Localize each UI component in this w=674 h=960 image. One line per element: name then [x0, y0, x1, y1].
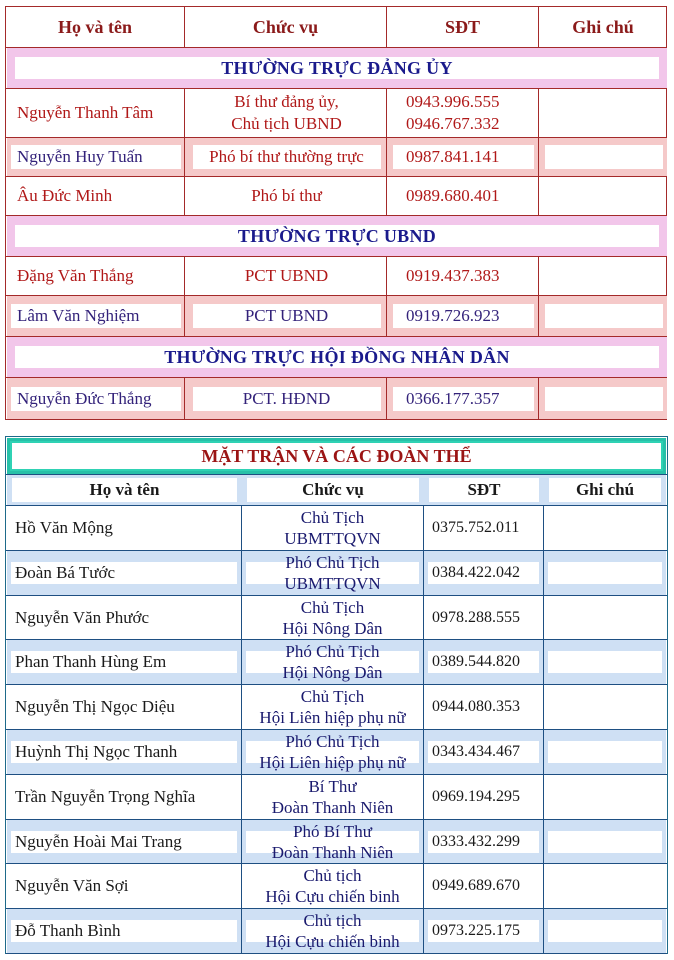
table-row — [7, 685, 666, 729]
member-position — [186, 89, 387, 137]
member-note — [544, 685, 666, 729]
header-name: Họ và tên — [12, 478, 237, 502]
member-note — [544, 506, 666, 550]
member-position — [242, 551, 423, 595]
member-phone: 0389.544.820 — [432, 653, 520, 670]
position-line: Chủ tịch UBND — [231, 114, 342, 133]
member-phone: 0978.288.555 — [432, 608, 520, 626]
member-name: Nguyễn Hoài Mai Trang — [15, 831, 182, 851]
member-phone: 0973.225.175 — [432, 922, 520, 939]
section-banner — [7, 216, 667, 256]
section-title: THƯỜNG TRỰC UBND — [15, 225, 659, 247]
member-position: PCT UBND — [244, 306, 329, 325]
member-phone: 0949.689.670 — [432, 877, 520, 894]
member-phone — [388, 89, 557, 137]
table-title: MẶT TRẬN VÀ CÁC ĐOÀN THỂ — [10, 441, 663, 471]
phone-line: 0946.767.332 — [406, 114, 500, 133]
member-note — [540, 378, 668, 419]
position-line: Đoàn Thanh Niên — [271, 842, 394, 862]
leadership-table — [5, 6, 667, 420]
position-line: Phó Chủ Tịch — [285, 732, 380, 751]
position-line: Phó Bí Thư — [293, 821, 372, 841]
member-note — [544, 640, 666, 684]
position-line: Chủ Tịch — [300, 687, 365, 706]
member-position — [242, 820, 423, 863]
table-row — [7, 177, 667, 215]
header-position: Chức vụ — [252, 16, 319, 37]
table-row — [7, 775, 666, 819]
member-name: Đặng Văn Thắng — [17, 266, 134, 285]
header-row — [7, 475, 666, 505]
table-row — [7, 378, 667, 419]
table-title-banner — [7, 438, 666, 474]
header-note: Ghi chú — [572, 16, 634, 37]
member-name: Lâm Văn Nghiệm — [17, 306, 140, 325]
position-line: Hội Cựu chiến binh — [265, 932, 400, 951]
member-phone: 0366.177.357 — [406, 388, 500, 408]
table-row — [7, 138, 667, 176]
member-phone: 0919.726.923 — [406, 306, 500, 325]
member-position — [242, 730, 423, 774]
member-position — [242, 596, 423, 639]
member-name: Nguyễn Thị Ngọc Diệu — [15, 697, 175, 716]
member-note — [544, 730, 666, 774]
member-name: Đoàn Bá Tước — [15, 563, 116, 582]
table-row — [7, 909, 666, 953]
position-line: UBMTTQVN — [284, 529, 381, 548]
member-name: Nguyễn Văn Phước — [15, 607, 150, 627]
member-note — [544, 909, 666, 953]
position-line: Hội Liên hiệp phụ nữ — [259, 708, 406, 727]
section-title: THƯỜNG TRỰC ĐẢNG ỦY — [15, 57, 659, 79]
member-name: Đỗ Thanh Bình — [15, 921, 121, 940]
position-line: Phó Chủ Tịch — [285, 642, 380, 661]
member-note — [544, 551, 666, 595]
header-phone: SĐT — [429, 478, 539, 502]
member-position: Phó bí thư thường trực — [209, 147, 364, 166]
position-line: UBMTTQVN — [284, 574, 381, 593]
member-position — [242, 864, 423, 908]
member-note — [544, 820, 666, 863]
member-phone: 0989.680.401 — [406, 186, 500, 205]
member-name: Nguyễn Thanh Tâm — [17, 103, 154, 122]
position-line: Phó Chủ Tịch — [285, 553, 380, 572]
position-line: Chủ tịch — [303, 866, 362, 885]
member-position: PCT UBND — [244, 266, 329, 285]
member-note — [544, 864, 666, 908]
member-phone: 0969.194.295 — [432, 788, 520, 805]
member-note — [540, 89, 668, 137]
section-title: THƯỜNG TRỰC HỘI ĐỒNG NHÂN DÂN — [15, 346, 659, 368]
table-row — [7, 864, 666, 908]
table-row — [7, 296, 667, 336]
member-note — [540, 257, 668, 295]
table-row — [7, 820, 666, 863]
member-position — [242, 685, 423, 729]
position-line: Chủ Tịch — [300, 508, 365, 527]
member-phone: 0343.434.467 — [432, 743, 520, 760]
member-phone: 0944.080.353 — [432, 698, 520, 715]
member-position — [242, 506, 423, 550]
organizations-table — [5, 436, 668, 954]
member-name: Hồ Văn Mộng — [15, 518, 113, 537]
position-line: Hội Nông Dân — [282, 618, 383, 638]
header-phone: SĐT — [444, 16, 480, 37]
position-line: Bí Thư — [308, 777, 357, 796]
table-row — [7, 257, 667, 295]
member-name: Nguyễn Văn Sợi — [15, 876, 129, 895]
member-note — [544, 775, 666, 819]
member-phone: 0987.841.141 — [406, 147, 500, 166]
position-line: Hội Nông Dân — [282, 663, 383, 682]
member-phone: 0919.437.383 — [406, 266, 500, 285]
header-position: Chức vụ — [247, 478, 419, 502]
member-position — [242, 775, 423, 819]
member-position: Phó bí thư — [251, 186, 322, 205]
member-name: Huỳnh Thị Ngọc Thanh — [15, 742, 178, 761]
position-line: Đoàn Thanh Niên — [271, 798, 394, 817]
header-name: Họ và tên — [58, 16, 132, 37]
member-position — [242, 640, 423, 684]
table-row — [7, 730, 666, 774]
table-row — [7, 89, 667, 137]
member-note — [540, 138, 668, 176]
position-line: Chủ tịch — [303, 911, 362, 930]
member-name: Phan Thanh Hùng Em — [15, 652, 167, 671]
member-phone: 0375.752.011 — [432, 519, 520, 536]
member-position: PCT. HĐND — [242, 388, 331, 408]
table-row — [7, 551, 666, 595]
member-name: Nguyễn Đức Thắng — [17, 388, 152, 408]
section-banner — [7, 48, 667, 88]
header-note: Ghi chú — [549, 478, 661, 502]
position-line: Bí thư đảng ủy, — [234, 92, 339, 111]
position-line: Hội Cựu chiến binh — [265, 887, 400, 906]
position-line: Chủ Tịch — [300, 597, 365, 617]
table-row — [7, 506, 666, 550]
position-line: Hội Liên hiệp phụ nữ — [259, 753, 406, 772]
section-banner — [7, 337, 667, 377]
member-name: Âu Đức Minh — [17, 186, 113, 205]
member-note — [544, 596, 666, 639]
member-phone: 0333.432.299 — [432, 832, 520, 850]
phone-line: 0943.996.555 — [406, 92, 500, 111]
member-position — [242, 909, 423, 953]
member-phone: 0384.422.042 — [432, 564, 520, 581]
member-note — [540, 177, 668, 215]
table-row — [7, 596, 666, 639]
member-note — [540, 296, 668, 336]
member-name: Nguyễn Huy Tuấn — [17, 147, 143, 166]
member-name: Trần Nguyễn Trọng Nghĩa — [15, 787, 196, 806]
table-row — [7, 640, 666, 684]
